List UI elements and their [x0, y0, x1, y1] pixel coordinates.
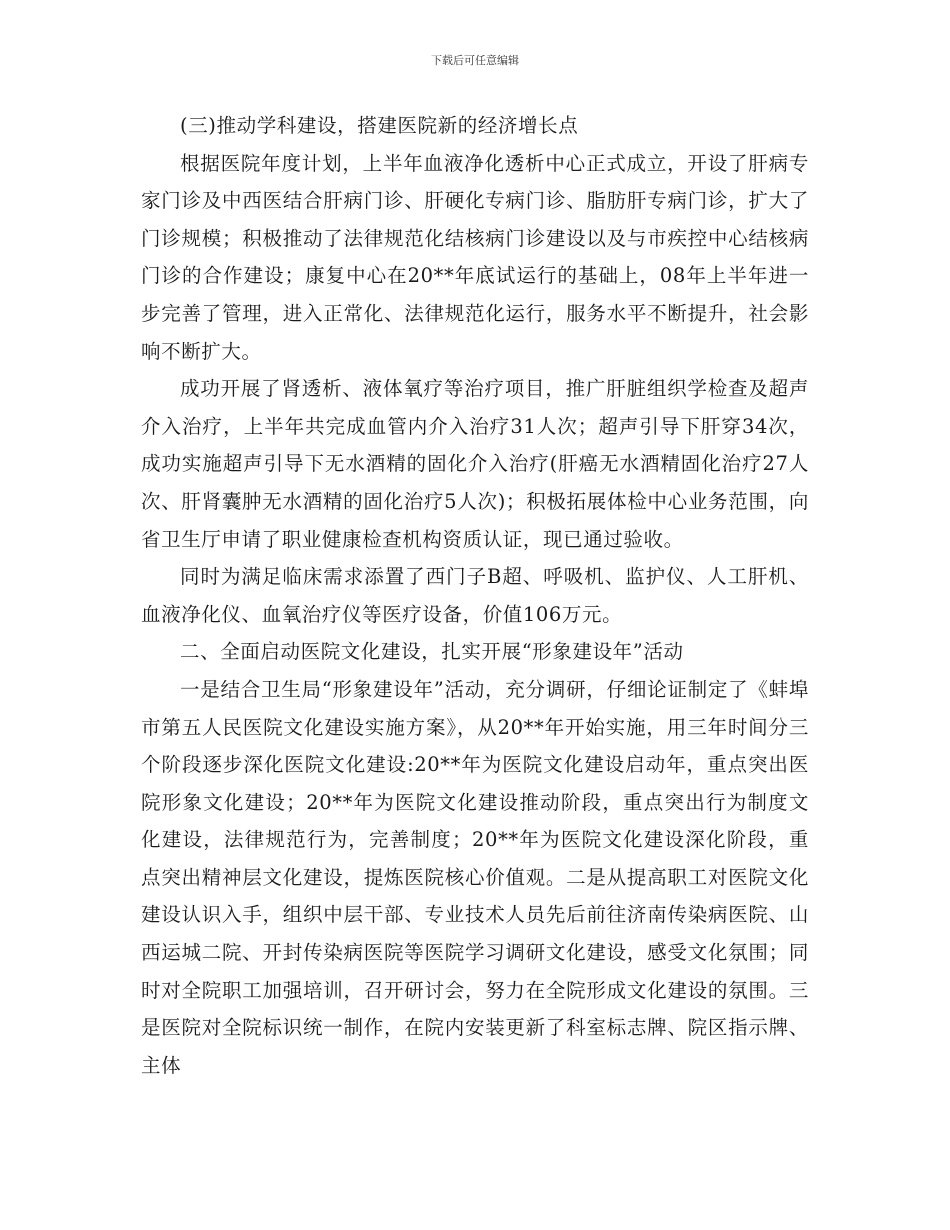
paragraph-treatment-projects: 成功开展了肾透析、液体氧疗等治疗项目，推广肝脏组织学检查及超声介入治疗，上半年共完成血管内介入治疗31人次；超声引导下肝穿34次，成功实施超声引导下无水酒精的固化介入治疗(肝癌无水酒精固化治疗27人次、肝肾囊肿无水酒精的固化治疗5人次)；积极拓展体检中心业务范围，向省卫生厅申请了职业健康检查机构资质认证，现已通过验收。 — [141, 377, 809, 551]
paragraph-culture-building: 一是结合卫生局“形象建设年”活动，充分调研，仔细论证制定了《蚌埠市第五人民医院文化建设实施方案》，从20**年开始实施，用三年时间分三个阶段逐步深化医院文化建设:20**年为医院文化建设启动年，重点突出医院形象文化建设；20**年为医院文化建设推动阶段，重点突出行为制度文化建设，法律规范行为，完善制度；20**年为医院文化建设深化阶段，重点突出精神层文化建设，提炼医院核心价值观。二是从提高职工对医院文化建设认识入手，组织中层干部、专业技术人员先后前往济南传染病医院、山西运城二院、开封传染病医院等医院学习调研文化建设，感受文化氛围；同时对全院职工加强培训，召开研讨会，努力在全院形成文化建设的氛围。三是医院对全院标识统一制作，在院内安装更新了科室标志牌、院区指示牌、主体 — [141, 677, 809, 1077]
section-heading-culture: 二、全面启动医院文化建设，扎实开展“形象建设年”活动 — [180, 640, 684, 664]
page-header: 下载后可任意编辑 — [431, 54, 519, 67]
document-body — [141, 107, 809, 1084]
section-heading-discipline: (三)推动学科建设，搭建医院新的经济增长点 — [180, 114, 579, 137]
paragraph-annual-plan: 根据医院年度计划，上半年血液净化透析中心正式成立，开设了肝病专家门诊及中西医结合肝病门诊、肝硬化专病门诊、脂肪肝专病门诊，扩大了门诊规模；积极推动了法律规范化结核病门诊建设以及与市疾控中心结核病门诊的合作建设；康复中心在20**年底试运行的基础上，08年上半年进一步完善了管理，进入正常化、法律规范化运行，服务水平不断提升，社会影响不断扩大。 — [141, 151, 809, 363]
paragraph-equipment: 同时为满足临床需求添置了西门子B超、呼吸机、监护仪、人工肝机、血液净化仪、血氧治疗仪等医疗设备，价值106万元。 — [141, 565, 809, 626]
